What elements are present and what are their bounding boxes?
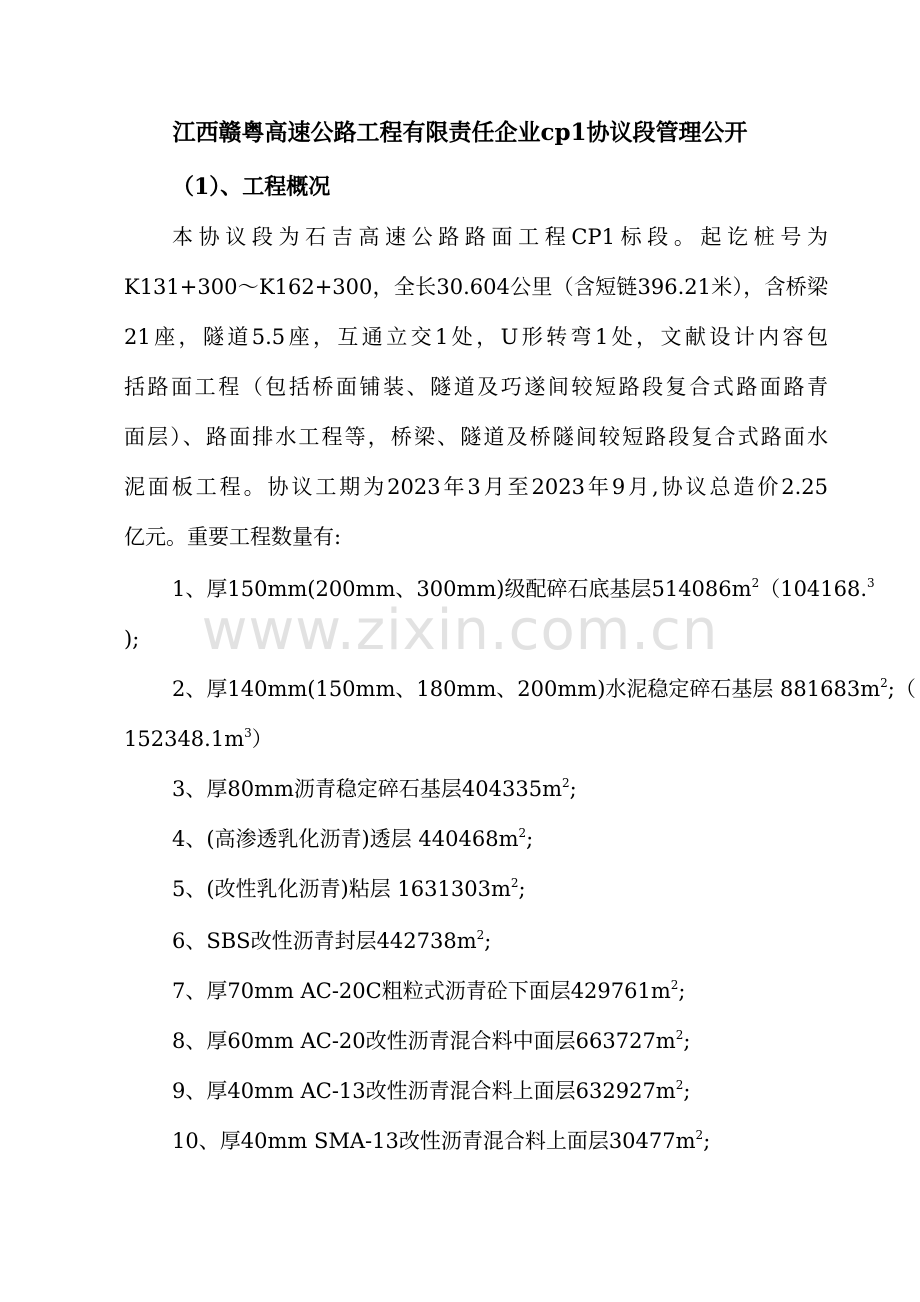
quantity-item-continuation bbox=[124, 722, 828, 756]
watermark: www.zixin.com.cn bbox=[201, 598, 719, 663]
item-tail: ; bbox=[678, 979, 686, 1003]
superscript: 2 bbox=[751, 576, 760, 590]
item-text: 3、厚80mm沥青稳定碎石基层404335m bbox=[172, 777, 562, 801]
section-heading: （1）、工程概况 bbox=[172, 174, 331, 200]
quantity-item bbox=[172, 1074, 828, 1108]
item-text: 5、(改性乳化沥青)粘层 1631303m bbox=[172, 877, 511, 901]
quantity-item bbox=[172, 924, 828, 958]
superscript: 2 bbox=[675, 1028, 684, 1042]
item-tail: ; bbox=[526, 827, 534, 851]
quantity-item bbox=[172, 772, 828, 806]
item-tail: ; bbox=[683, 1029, 691, 1053]
item-text: 2、厚140mm(150mm、180mm、200mm)水泥稳定碎石基层 881683m bbox=[172, 677, 881, 701]
item-text: 152348.1m bbox=[124, 727, 245, 751]
superscript: 2 bbox=[518, 826, 527, 840]
overview-line: 本协议段为石吉高速公路路面工程CP1标段。起讫桩号为 bbox=[172, 225, 828, 249]
item-text: 4、(高渗透乳化沥青)透层 440468m bbox=[172, 827, 519, 851]
overview-line: 括路面工程（包括桥面铺装、隧道及巧遂间较短路段复合式路面路青 bbox=[124, 375, 828, 399]
item-text: 8、厚60mm AC-20改性沥青混合料中面层663727m bbox=[172, 1029, 676, 1053]
item-tail: ） bbox=[251, 727, 273, 751]
overview-line: 21座，隧道5.5座，互通立交1处，U形转弯1处，文献设计内容包 bbox=[124, 325, 828, 349]
item-text: 7、厚70mm AC-20C粗粒式沥青砼下面层429761m bbox=[172, 979, 671, 1003]
superscript: 2 bbox=[675, 1078, 684, 1092]
superscript: 2 bbox=[695, 1128, 704, 1142]
quantity-item bbox=[172, 872, 828, 906]
quantity-item-continuation: ); bbox=[124, 627, 140, 651]
superscript: 2 bbox=[880, 676, 888, 690]
item-text: 10、厚40mm SMA-13改性沥青混合料上面层30477m bbox=[172, 1129, 696, 1153]
document-title: 江西赣粤高速公路工程有限责任企业cp1协议段管理公开 bbox=[172, 119, 748, 146]
quantity-item bbox=[172, 1124, 828, 1158]
superscript: 2 bbox=[562, 776, 570, 790]
superscript: 3 bbox=[867, 576, 875, 590]
item-tail: ; bbox=[569, 777, 577, 801]
superscript: 3 bbox=[244, 726, 252, 740]
quantity-item bbox=[172, 672, 916, 706]
quantity-item bbox=[172, 974, 828, 1008]
item-text: 9、厚40mm AC-13改性沥青混合料上面层632927m bbox=[172, 1079, 676, 1103]
overview-line: 面层）、路面排水工程等，桥梁、隧道及桥隧间较短路段复合式路面水 bbox=[124, 425, 828, 449]
item-tail: ; bbox=[703, 1129, 711, 1153]
item-tail: （104168. bbox=[759, 577, 868, 601]
item-text: 1、厚150mm(200mm、300mm)级配碎石底基层514086m bbox=[172, 577, 752, 601]
item-tail: ; bbox=[518, 877, 526, 901]
item-tail: ;（ bbox=[887, 677, 916, 701]
quantity-item bbox=[172, 822, 828, 856]
overview-line: K131+300～K162+300，全长30.604公里（含短链396.21米），含桥梁 bbox=[124, 275, 828, 299]
quantity-item bbox=[172, 1024, 828, 1058]
overview-line: 亿元。重要工程数量有: bbox=[124, 525, 342, 549]
item-text: 6、SBS改性沥青封层442738m bbox=[172, 929, 477, 953]
superscript: 2 bbox=[476, 928, 485, 942]
quantity-item bbox=[172, 572, 875, 606]
superscript: 2 bbox=[510, 876, 519, 890]
item-tail: ; bbox=[484, 929, 492, 953]
item-tail: ; bbox=[683, 1079, 691, 1103]
superscript: 2 bbox=[670, 978, 679, 992]
overview-line: 泥面板工程。协议工期为2023年3月至2023年9月,协议总造价2.25 bbox=[124, 475, 828, 499]
